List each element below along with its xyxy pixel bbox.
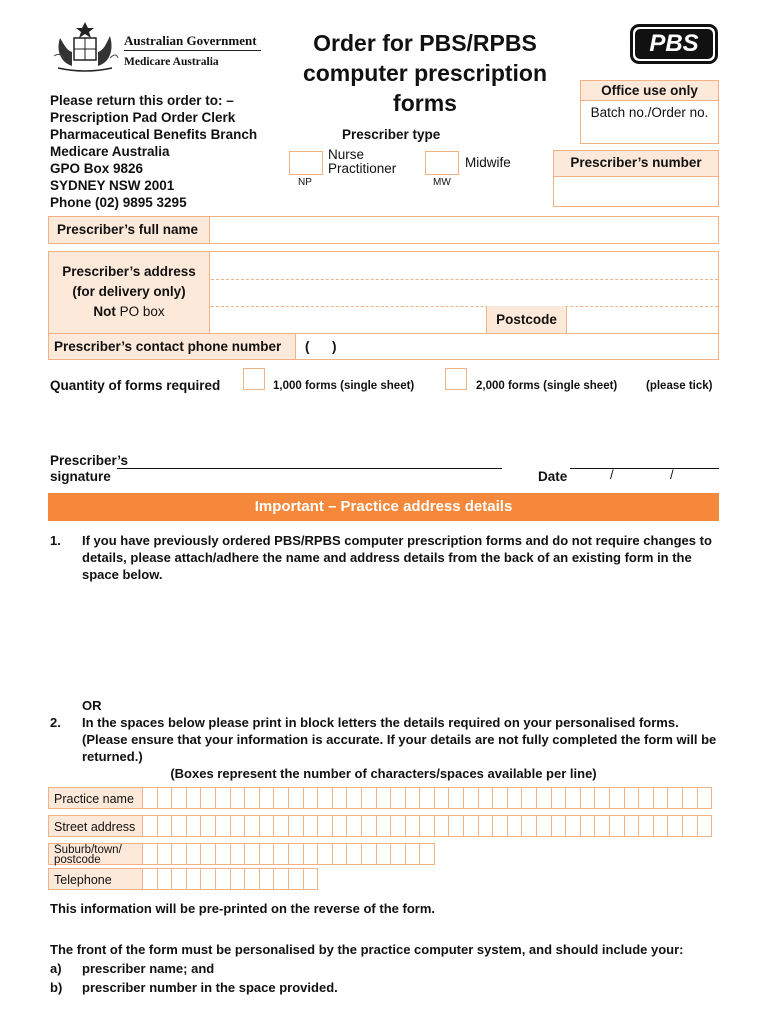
- front-note: The front of the form must be personalised by the practice computer system, and should include your:: [50, 942, 684, 957]
- char-box[interactable]: [158, 787, 173, 809]
- address-label-line1: Prescriber’s address: [62, 264, 196, 279]
- np-label-line2: Practitioner: [328, 161, 397, 176]
- batch-label: Batch no./Order no.: [590, 105, 709, 120]
- char-box[interactable]: [158, 815, 173, 837]
- char-box[interactable]: [158, 843, 173, 865]
- char-box[interactable]: [493, 815, 508, 837]
- char-box[interactable]: [245, 868, 260, 890]
- practice-name-cells[interactable]: [143, 787, 712, 809]
- char-box[interactable]: [333, 843, 348, 865]
- char-box[interactable]: [464, 787, 479, 809]
- char-box[interactable]: [479, 815, 494, 837]
- char-box[interactable]: [187, 868, 202, 890]
- char-box[interactable]: [668, 815, 683, 837]
- quantity-label: Quantity of forms required: [50, 378, 221, 393]
- char-box[interactable]: [449, 815, 464, 837]
- coat-of-arms-icon: [50, 16, 120, 74]
- char-box[interactable]: [231, 787, 246, 809]
- char-box[interactable]: [654, 815, 669, 837]
- char-box[interactable]: [289, 868, 304, 890]
- char-box[interactable]: [362, 787, 377, 809]
- suburb-label: [48, 843, 143, 865]
- address-label: [49, 252, 210, 333]
- return-line: Pharmaceutical Benefits Branch: [50, 127, 258, 142]
- char-box[interactable]: [639, 815, 654, 837]
- telephone-cells[interactable]: [143, 868, 318, 890]
- char-box[interactable]: [347, 787, 362, 809]
- char-box[interactable]: [522, 815, 537, 837]
- address-line: [211, 306, 718, 307]
- address-label-line2: (for delivery only): [72, 284, 186, 299]
- org-name: Australian Government: [124, 33, 257, 48]
- date-slash: /: [670, 467, 674, 482]
- qty-1000-checkbox[interactable]: [243, 368, 265, 390]
- char-box[interactable]: [143, 868, 158, 890]
- title-line-3: forms: [393, 90, 457, 116]
- np-code: NP: [298, 177, 312, 188]
- char-box[interactable]: [187, 815, 202, 837]
- address-line: [211, 279, 718, 280]
- char-box[interactable]: [377, 843, 392, 865]
- qty-2000-label: 2,000 forms (single sheet): [476, 380, 618, 392]
- char-box[interactable]: [377, 815, 392, 837]
- char-box[interactable]: [522, 787, 537, 809]
- telephone-row: [48, 868, 318, 890]
- np-label-line1: Nurse: [328, 147, 365, 162]
- address-field[interactable]: [48, 251, 719, 334]
- char-box[interactable]: [406, 787, 421, 809]
- char-box[interactable]: [289, 815, 304, 837]
- preprinted-note: This information will be pre-printed on the reverse of the form.: [50, 901, 435, 916]
- char-box[interactable]: [201, 868, 216, 890]
- char-box[interactable]: [172, 843, 187, 865]
- office-use-box: [580, 80, 719, 144]
- char-box[interactable]: [391, 787, 406, 809]
- suburb-label-line1: Suburb/town/: [54, 844, 122, 856]
- mw-code: MW: [433, 177, 451, 188]
- title-line-1: Order for PBS/RPBS: [313, 30, 537, 56]
- char-box[interactable]: [260, 787, 275, 809]
- char-box[interactable]: [304, 787, 319, 809]
- char-box[interactable]: [508, 787, 523, 809]
- char-box[interactable]: [449, 787, 464, 809]
- mw-checkbox[interactable]: [425, 151, 459, 175]
- page-title: [280, 28, 570, 118]
- signature-label-line2: signature: [50, 469, 111, 484]
- np-label: [328, 148, 396, 176]
- char-box[interactable]: [537, 815, 552, 837]
- org-divider: [124, 50, 261, 51]
- item2-number: 2.: [50, 715, 61, 730]
- boxes-note: (Boxes represent the number of characters/spaces available per line): [170, 766, 597, 781]
- practice-name-label: Practice name: [48, 787, 143, 809]
- street-cells[interactable]: [143, 815, 712, 837]
- char-box[interactable]: [435, 815, 450, 837]
- date-label: Date: [538, 469, 568, 484]
- suburb-label-line2: postcode: [54, 854, 101, 866]
- char-box[interactable]: [391, 815, 406, 837]
- signature-line[interactable]: [117, 468, 502, 469]
- mw-label: Midwife: [465, 155, 511, 170]
- address-not: Not: [93, 304, 116, 319]
- char-box[interactable]: [260, 843, 275, 865]
- return-line: Prescription Pad Order Clerk: [50, 110, 236, 125]
- char-box[interactable]: [172, 787, 187, 809]
- return-line: Phone (02) 9895 3295: [50, 195, 187, 210]
- char-box[interactable]: [260, 868, 275, 890]
- char-box[interactable]: [698, 815, 713, 837]
- postcode-label: Postcode: [486, 306, 567, 333]
- char-box[interactable]: [654, 787, 669, 809]
- char-box[interactable]: [318, 787, 333, 809]
- prescriber-number-label: Prescriber’s number: [554, 151, 718, 177]
- np-checkbox[interactable]: [289, 151, 323, 175]
- address-label-line3: [49, 302, 209, 322]
- char-box[interactable]: [187, 843, 202, 865]
- char-box[interactable]: [231, 868, 246, 890]
- char-box[interactable]: [216, 868, 231, 890]
- char-box[interactable]: [595, 815, 610, 837]
- char-box[interactable]: [493, 787, 508, 809]
- pbs-logo: [630, 24, 718, 64]
- return-line: SYDNEY NSW 2001: [50, 178, 175, 193]
- phone-label: Prescriber’s contact phone number: [49, 334, 296, 359]
- char-box[interactable]: [435, 787, 450, 809]
- char-box[interactable]: [318, 815, 333, 837]
- char-box[interactable]: [172, 815, 187, 837]
- char-box[interactable]: [639, 787, 654, 809]
- char-box[interactable]: [333, 787, 348, 809]
- char-box[interactable]: [304, 843, 319, 865]
- char-box[interactable]: [581, 815, 596, 837]
- char-box[interactable]: [216, 815, 231, 837]
- org-subname: Medicare Australia: [124, 56, 219, 68]
- char-box[interactable]: [537, 787, 552, 809]
- office-use-title: Office use only: [581, 81, 718, 101]
- char-box[interactable]: [508, 815, 523, 837]
- char-box[interactable]: [566, 787, 581, 809]
- item-b-letter: b): [50, 980, 63, 995]
- char-box[interactable]: [216, 843, 231, 865]
- item1-number: 1.: [50, 533, 61, 548]
- item2-text: In the spaces below please print in block letters the details required on your personalised forms. (Please ensure that your information is accurate. If your details are not fully completed the form will be returned.): [82, 715, 717, 764]
- telephone-label: Telephone: [48, 868, 143, 890]
- char-box[interactable]: [377, 787, 392, 809]
- pbs-logo-text: PBS: [635, 29, 713, 59]
- char-box[interactable]: [201, 815, 216, 837]
- qty-1000-label: 1,000 forms (single sheet): [273, 380, 415, 392]
- char-box[interactable]: [391, 843, 406, 865]
- char-box[interactable]: [245, 843, 260, 865]
- char-box[interactable]: [625, 787, 640, 809]
- char-box[interactable]: [231, 843, 246, 865]
- char-box[interactable]: [464, 815, 479, 837]
- char-box[interactable]: [347, 815, 362, 837]
- full-name-label: Prescriber’s full name: [49, 217, 210, 243]
- char-box[interactable]: [595, 787, 610, 809]
- street-label: Street address: [48, 815, 143, 837]
- qty-2000-checkbox[interactable]: [445, 368, 467, 390]
- title-line-2: computer prescription: [302, 60, 548, 86]
- char-box[interactable]: [172, 868, 187, 890]
- char-box[interactable]: [362, 843, 377, 865]
- char-box[interactable]: [333, 815, 348, 837]
- char-box[interactable]: [552, 815, 567, 837]
- please-tick-note: (please tick): [646, 380, 713, 392]
- phone-field[interactable]: [48, 333, 719, 360]
- full-name-field[interactable]: [48, 216, 719, 244]
- char-box[interactable]: [274, 787, 289, 809]
- char-box[interactable]: [362, 815, 377, 837]
- char-box[interactable]: [304, 815, 319, 837]
- char-box[interactable]: [625, 815, 640, 837]
- prescriber-type-title: Prescriber type: [342, 127, 441, 142]
- char-box[interactable]: [143, 843, 158, 865]
- street-row: [48, 815, 712, 837]
- important-banner: Important – Practice address details: [48, 493, 719, 521]
- item-b-text: prescriber number in the space provided.: [82, 980, 338, 995]
- practice-name-row: [48, 787, 712, 809]
- char-box[interactable]: [158, 868, 173, 890]
- char-box[interactable]: [552, 787, 567, 809]
- signature-label-line1: Prescriber’s: [50, 453, 129, 468]
- char-box[interactable]: [668, 787, 683, 809]
- phone-area-code: ( ): [305, 339, 337, 354]
- char-box[interactable]: [274, 868, 289, 890]
- or-label: OR: [82, 698, 102, 713]
- char-box[interactable]: [581, 787, 596, 809]
- char-box[interactable]: [304, 868, 319, 890]
- char-box[interactable]: [216, 787, 231, 809]
- char-box[interactable]: [610, 787, 625, 809]
- date-slash: /: [610, 467, 614, 482]
- date-line[interactable]: [570, 468, 719, 469]
- char-box[interactable]: [201, 787, 216, 809]
- suburb-row: [48, 843, 435, 865]
- char-box[interactable]: [274, 815, 289, 837]
- char-box[interactable]: [683, 787, 698, 809]
- return-line: Please return this order to: –: [50, 93, 234, 108]
- return-line: Medicare Australia: [50, 144, 170, 159]
- char-box[interactable]: [479, 787, 494, 809]
- char-box[interactable]: [420, 815, 435, 837]
- char-box[interactable]: [289, 843, 304, 865]
- prescriber-number-box[interactable]: [553, 150, 719, 207]
- char-box[interactable]: [406, 815, 421, 837]
- item-a-letter: a): [50, 961, 62, 976]
- char-box[interactable]: [566, 815, 581, 837]
- char-box[interactable]: [347, 843, 362, 865]
- char-box[interactable]: [143, 815, 158, 837]
- address-po: PO box: [115, 304, 165, 319]
- char-box[interactable]: [610, 815, 625, 837]
- char-box[interactable]: [683, 815, 698, 837]
- char-box[interactable]: [187, 787, 202, 809]
- char-box[interactable]: [406, 843, 421, 865]
- item1-text: If you have previously ordered PBS/RPBS computer prescription forms and do not require changes to details, please attach/adhere the name and address details from the back of an existing form in the space below.: [82, 533, 712, 582]
- char-box[interactable]: [260, 815, 275, 837]
- char-box[interactable]: [420, 843, 435, 865]
- char-box[interactable]: [245, 815, 260, 837]
- signature-label: [50, 453, 128, 485]
- char-box[interactable]: [420, 787, 435, 809]
- char-box[interactable]: [245, 787, 260, 809]
- return-address: [50, 92, 257, 211]
- char-box[interactable]: [201, 843, 216, 865]
- char-box[interactable]: [289, 787, 304, 809]
- return-line: GPO Box 9826: [50, 161, 144, 176]
- char-box[interactable]: [231, 815, 246, 837]
- item-a-text: prescriber name; and: [82, 961, 215, 976]
- char-box[interactable]: [143, 787, 158, 809]
- suburb-cells[interactable]: [143, 843, 435, 865]
- char-box[interactable]: [698, 787, 713, 809]
- char-box[interactable]: [318, 843, 333, 865]
- char-box[interactable]: [274, 843, 289, 865]
